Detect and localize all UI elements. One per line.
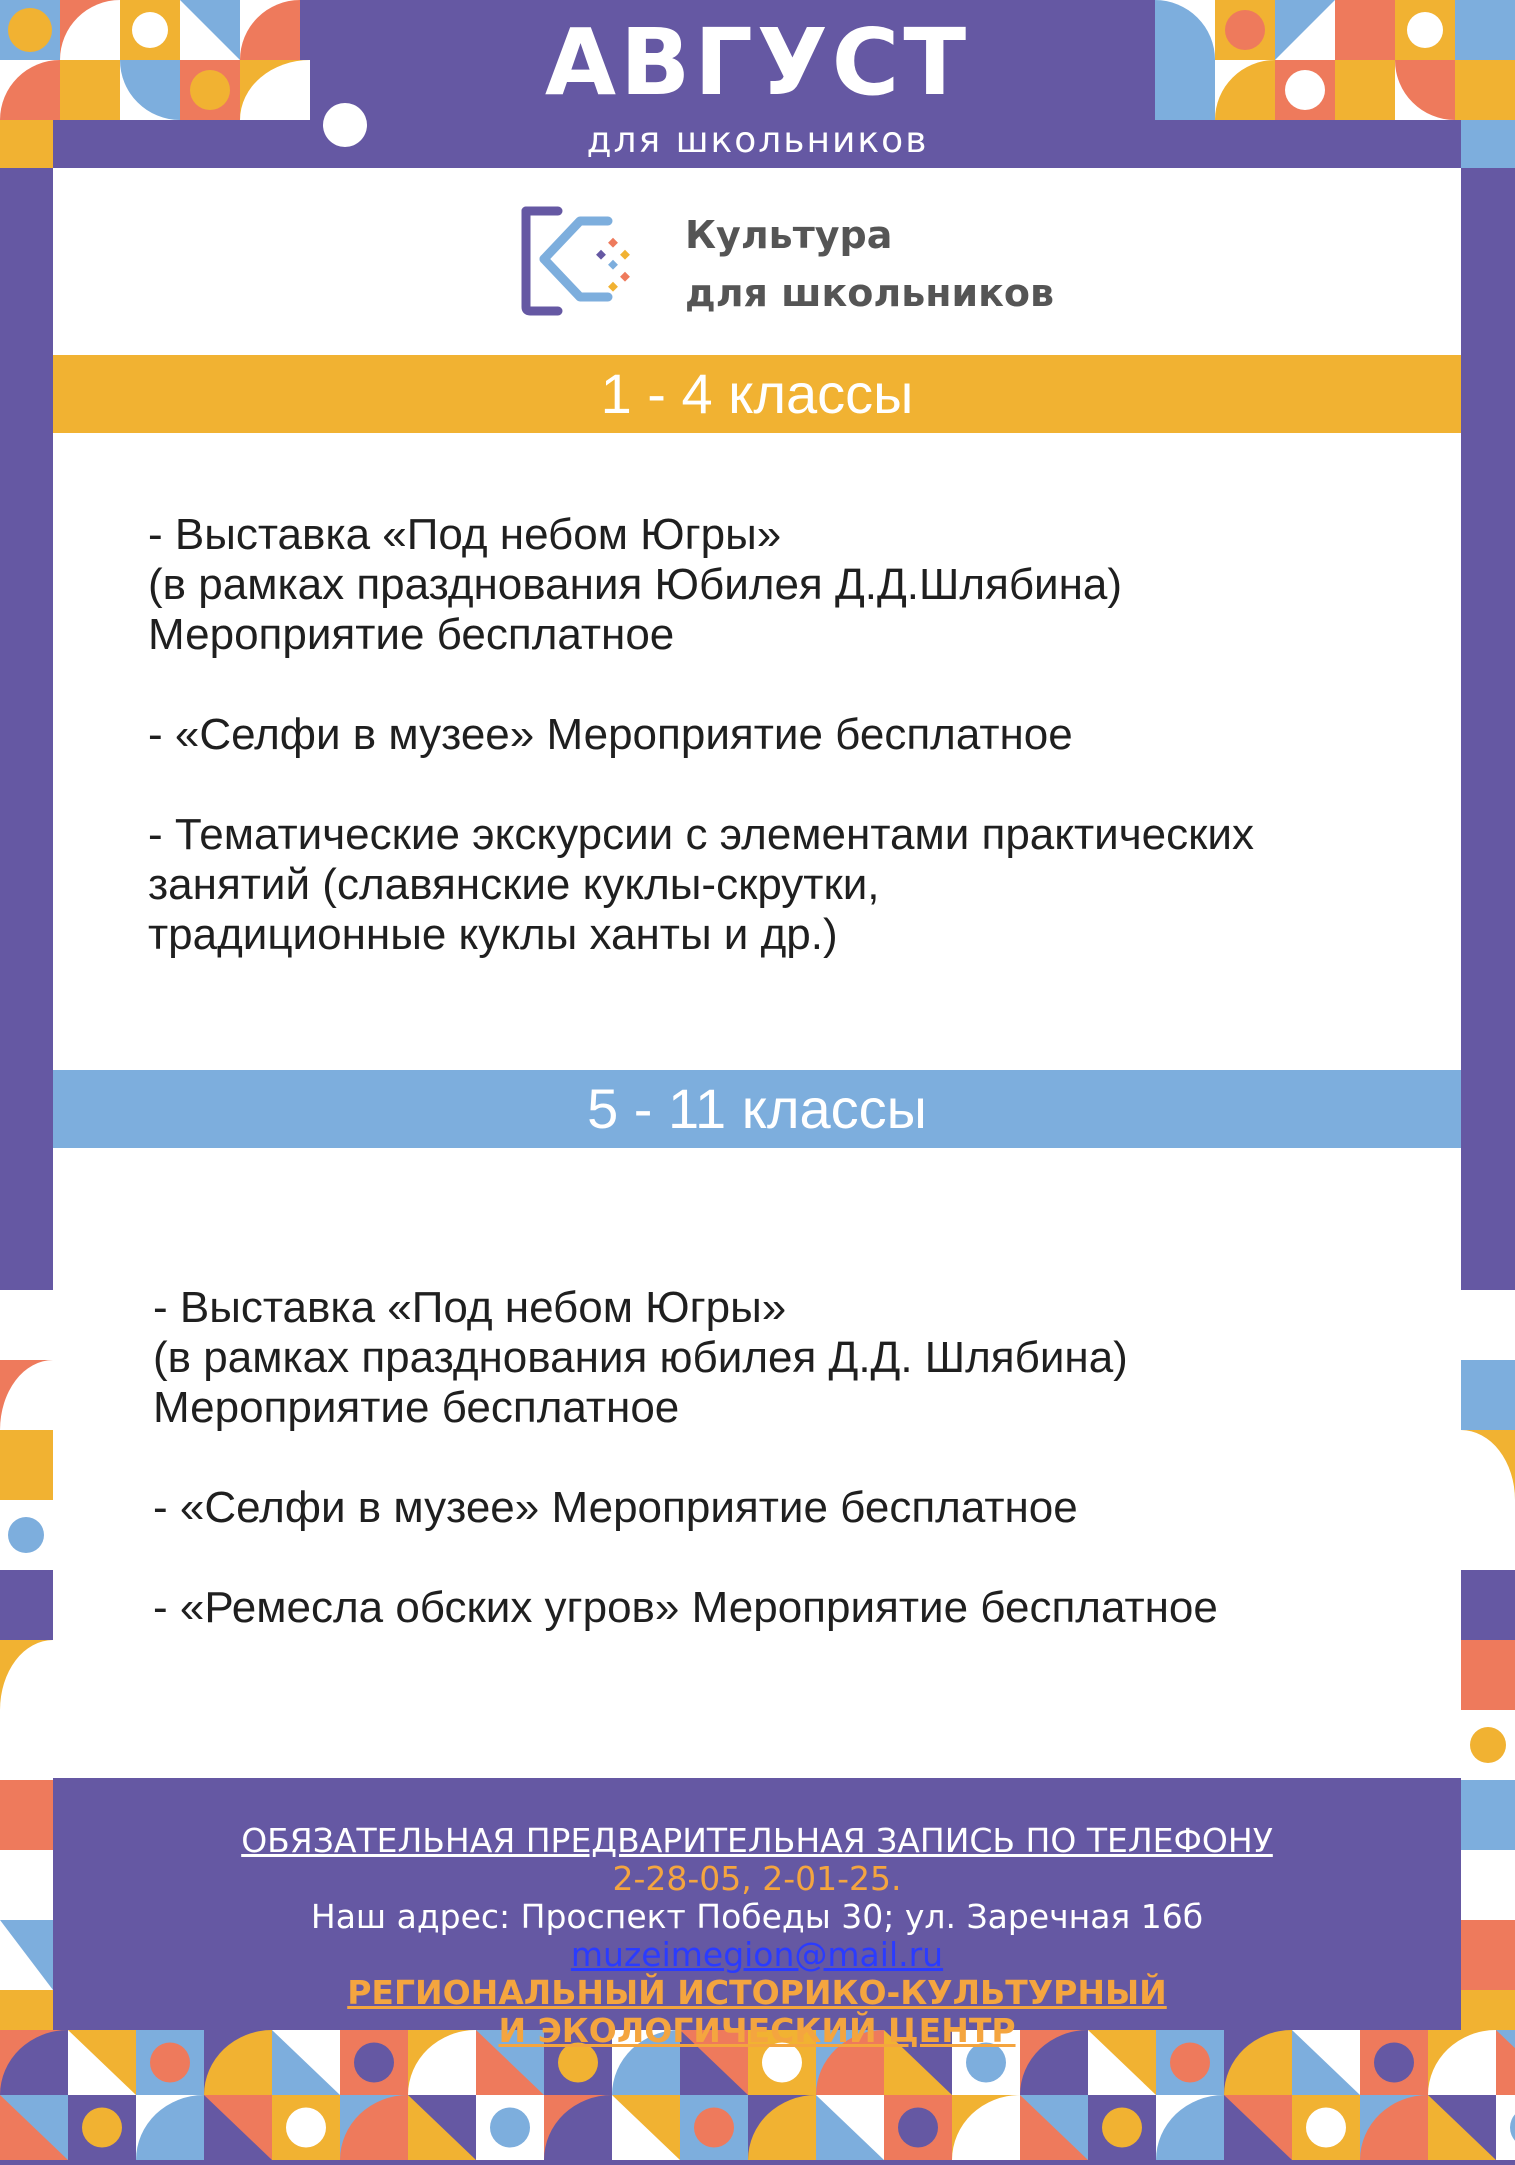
footer-contacts: [53, 1778, 1461, 2050]
content-panel: [53, 168, 1461, 1778]
list-item: - «Селфи в музее» Мероприятие бесплатное: [153, 1483, 1078, 1532]
list-item: - Выставка «Под небом Югры»: [153, 1283, 787, 1332]
section-band-senior: 5 - 11 классы: [53, 1070, 1461, 1148]
list-item: Мероприятие бесплатное: [153, 1383, 680, 1432]
list-item: - Выставка «Под небом Югры»: [148, 510, 782, 559]
list-item: (в рамках празднования Юбилея Д.Д.Шлябина): [148, 560, 1123, 609]
list-item: (в рамках празднования юбилея Д.Д. Шлябина): [153, 1333, 1128, 1382]
logo-line-2: для школьников: [685, 271, 1055, 315]
book-logo-icon: [516, 201, 636, 317]
list-item: - «Селфи в музее» Мероприятие бесплатное: [148, 710, 1073, 759]
email-link[interactable]: muzeimegion@mail.ru: [570, 1935, 944, 1974]
section-band-junior: 1 - 4 классы: [53, 355, 1461, 433]
page-subtitle: для школьников: [586, 120, 929, 161]
list-item: традиционные куклы ханты и др.): [148, 910, 838, 959]
list-item: Мероприятие бесплатное: [148, 610, 675, 659]
section-senior-list: [153, 1283, 1218, 1633]
logo-line-1: Культура: [685, 213, 893, 257]
phone-numbers: 2-28-05, 2-01-25.: [612, 1859, 902, 1898]
address: Наш адрес: Проспект Победы 30; ул. Заречная 16б: [310, 1897, 1204, 1936]
logo-text: [685, 206, 1054, 322]
booking-notice: ОБЯЗАТЕЛЬНАЯ ПРЕДВАРИТЕЛЬНАЯ ЗАПИСЬ ПО ТЕЛЕФОНУ: [241, 1821, 1273, 1860]
section-junior-list: [148, 510, 1254, 960]
list-item: - «Ремесла обских угров» Мероприятие бесплатное: [153, 1583, 1218, 1632]
list-item: - Тематические экскурсии с элементами практических: [148, 810, 1254, 859]
organization-name-line-1: РЕГИОНАЛЬНЫЙ ИСТОРИКО-КУЛЬТУРНЫЙ: [347, 1973, 1167, 2012]
page-title: АВГУСТ: [544, 9, 971, 116]
organization-name-line-2: И ЭКОЛОГИЧЕСКИЙ ЦЕНТР: [498, 2011, 1016, 2050]
list-item: занятий (славянские куклы-скрутки,: [148, 860, 880, 909]
